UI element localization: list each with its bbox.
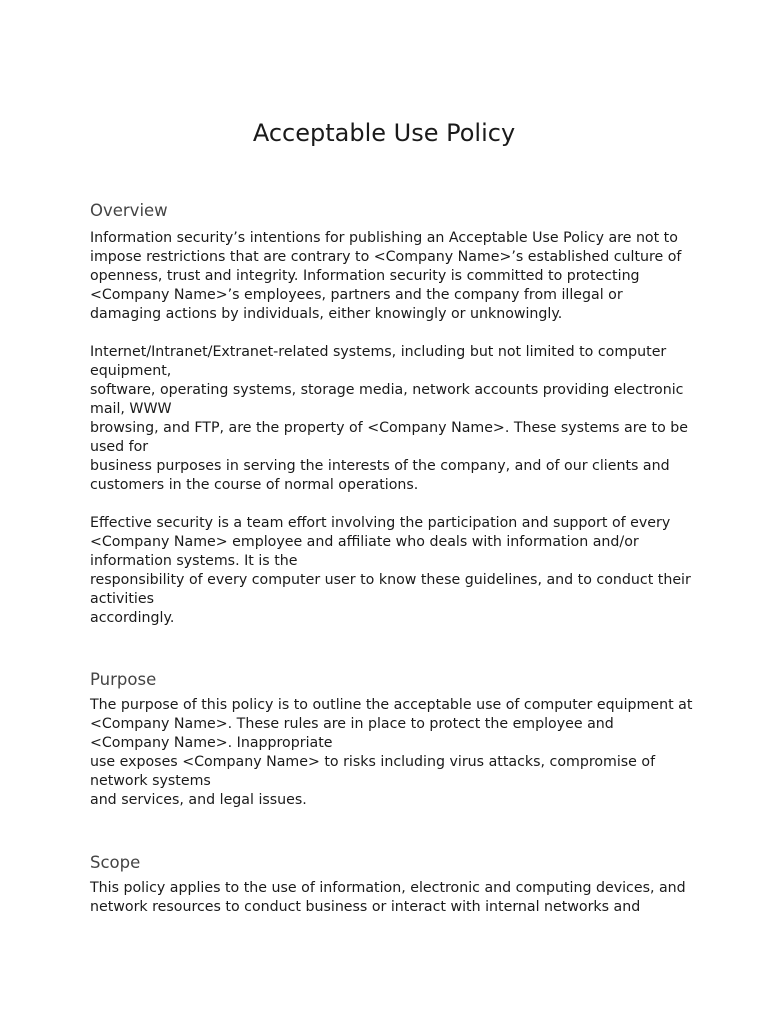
overview-paragraph-1 [90, 229, 690, 324]
text-line: and services, and legal issues. [90, 792, 307, 808]
text-line: responsibility of every computer user to know these guidelines, and to conduct their [90, 572, 691, 588]
text-line: network resources to conduct business or interact with internal networks and [90, 899, 641, 915]
text-line: <Company Name>. These rules are in place to protect the employee and [90, 716, 614, 732]
section-heading-purpose: Purpose [90, 670, 157, 689]
text-line: openness, trust and integrity. Information security is committed to protecting [90, 268, 640, 284]
overview-paragraph-2 [90, 343, 690, 495]
text-line: <Company Name>’s employees, partners and the company from illegal or [90, 287, 623, 303]
text-line: Information security’s intentions for publishing an Acceptable Use Policy are not to [90, 230, 678, 246]
text-line: customers in the course of normal operations. [90, 477, 419, 493]
purpose-paragraph-1 [90, 696, 693, 810]
text-line: Effective security is a team effort involving the participation and support of every [90, 515, 671, 531]
text-line: software, operating systems, storage media, network accounts providing electronic [90, 382, 684, 398]
text-line: activities [90, 591, 154, 607]
overview-paragraph-3 [90, 514, 690, 628]
text-line: browsing, and FTP, are the property of <Company Name>. These systems are to be [90, 420, 688, 436]
section-heading-overview: Overview [90, 201, 168, 220]
text-line: impose restrictions that are contrary to <Company Name>’s established culture of [90, 249, 682, 265]
text-line: network systems [90, 773, 211, 789]
document-title: Acceptable Use Policy [252, 119, 516, 147]
scope-paragraph-1 [90, 879, 690, 917]
text-line: <Company Name>. Inappropriate [90, 735, 333, 751]
text-line: information systems. It is the [90, 553, 298, 569]
text-line: equipment, [90, 363, 172, 379]
text-line: The purpose of this policy is to outline the acceptable use of computer equipment at [90, 697, 693, 713]
text-line: damaging actions by individuals, either knowingly or unknowingly. [90, 306, 563, 322]
text-line: accordingly. [90, 610, 175, 626]
text-line: use exposes <Company Name> to risks including virus attacks, compromise of [90, 754, 656, 770]
text-line: <Company Name> employee and affiliate who deals with information and/or [90, 534, 639, 550]
section-heading-scope: Scope [90, 853, 141, 872]
text-line: business purposes in serving the interests of the company, and of our clients and [90, 458, 670, 474]
text-line: This policy applies to the use of information, electronic and computing devices, and [90, 880, 686, 896]
text-line: used for [90, 439, 149, 455]
text-line: Internet/Intranet/Extranet-related systems, including but not limited to computer [90, 344, 667, 360]
text-line: mail, WWW [90, 401, 172, 417]
